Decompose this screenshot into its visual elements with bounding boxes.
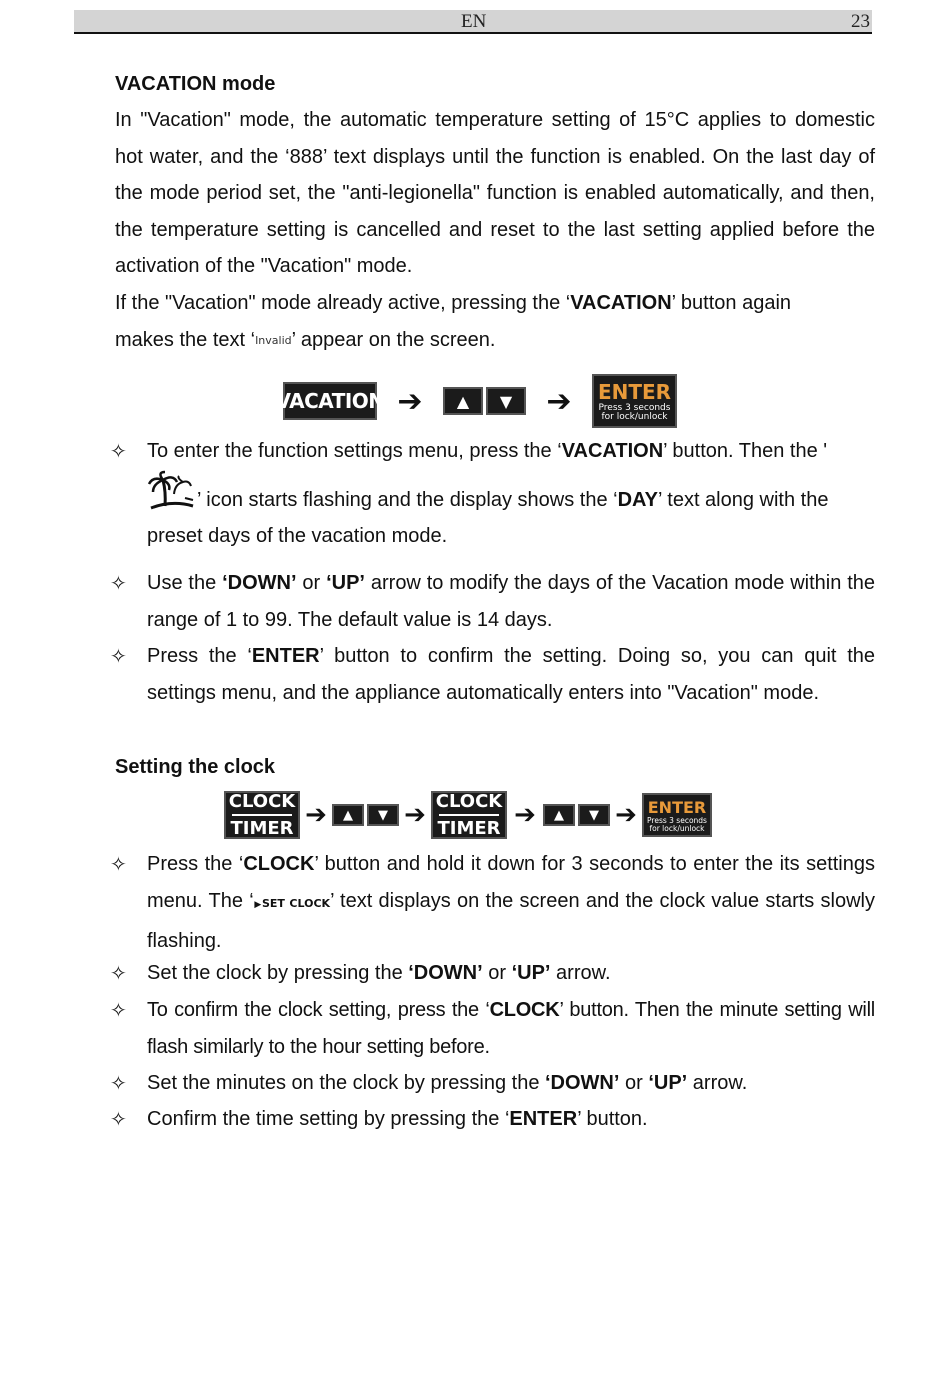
arrow-icon: ➔ [615, 800, 637, 830]
timer-label: TIMER [437, 818, 501, 839]
bullet-icon: ✧ [110, 439, 127, 463]
vacation-button-sequence [275, 374, 677, 428]
text-span: Set the minutes on the clock by pressing the [147, 1072, 545, 1094]
down-keyword: ‘DOWN’ [222, 572, 297, 594]
bullet-text [147, 433, 875, 555]
timer-label: TIMER [230, 818, 294, 839]
down-button: ▼ [486, 387, 526, 415]
text-span: ’ button. Then the minute setting will flash similarly to the hour setting before. [147, 999, 875, 1058]
enter-keyword: ENTER [509, 1108, 578, 1130]
bullet-icon: ✧ [110, 1071, 127, 1095]
down-keyword: ‘DOWN’ [545, 1072, 620, 1094]
up-keyword: ‘UP’ [511, 962, 551, 984]
bullet-text [147, 955, 875, 992]
invalid-text: Invalid [255, 333, 292, 347]
clock-button-sequence [224, 791, 712, 839]
vacation-button: VACATION [283, 382, 377, 420]
text-span: To confirm the clock setting, press the ‘ [147, 999, 490, 1021]
bullet-icon: ✧ [110, 961, 127, 985]
up-down-buttons [332, 804, 399, 826]
down-button: ▼ [578, 804, 610, 826]
up-down-buttons [543, 804, 610, 826]
up-button: ▲ [332, 804, 364, 826]
bullet-icon: ✧ [110, 852, 127, 876]
text-span: ’ icon starts flashing and the display shows the ‘ [197, 488, 618, 511]
bullet-text [147, 1101, 875, 1138]
bullet-text [147, 1065, 875, 1102]
clock-label: CLOCK [228, 791, 296, 812]
text-span: or [482, 962, 512, 984]
vacation-heading: VACATION mode [115, 73, 276, 95]
header-language: EN [461, 11, 487, 32]
arrow-icon: ➔ [305, 800, 327, 830]
clock-timer-button [224, 791, 300, 839]
vacation-bullet-1 [110, 433, 875, 555]
enter-sub-label-2: for lock/unlock [649, 823, 705, 833]
text-span: To enter the function settings menu, press the ‘ [147, 440, 562, 462]
bullet-text [147, 992, 875, 1065]
clock-heading: Setting the clock [115, 756, 276, 778]
text-span: ’ button. Then the ' [663, 440, 828, 462]
enter-label: ENTER [647, 797, 707, 817]
bullet-icon: ✧ [110, 998, 127, 1022]
arrow-icon: ➔ [514, 800, 536, 830]
text-span: ’ text displays on the screen and the clock value starts slowly flashing. [147, 889, 875, 953]
vacation-keyword: VACATION [561, 440, 664, 462]
text-span: ’ button to confirm the setting. Doing so, you can quit the settings menu, and the appliance automatically enters into "Vacation" mode. [147, 645, 876, 704]
enter-sub-label-1: Press 3 seconds [598, 402, 671, 413]
set-clock-display-icon: ▶SET CLOCK [253, 896, 331, 910]
invalid-display-icon [255, 323, 292, 360]
arrow-icon: ➔ [397, 383, 423, 419]
enter-sub-label-1: Press 3 seconds [647, 815, 707, 825]
vacation-bullet-2 [110, 565, 875, 638]
text-span: Confirm the time setting by pressing the ‘ [147, 1108, 510, 1130]
clock-timer-button [431, 791, 507, 839]
text-span: ’ button and hold it down for 3 seconds to enter the its settings menu. The ‘ [147, 853, 875, 912]
vacation-paragraph-1: In "Vacation" mode, the automatic temperature setting of 15°C applies to domestic hot water, and the ‘888’ text displays until the function is enabled. On the last day of the mode period set, the "anti-legionella" function is enabled automatically, and then, the temperature setting is cancelled and reset to the last setting applied before the activation of the "Vacation" mode. [115, 109, 875, 278]
enter-label: ENTER [597, 379, 672, 404]
text-span: arrow. [550, 962, 611, 984]
up-keyword: ‘UP’ [326, 572, 365, 594]
bullet-icon: ✧ [110, 644, 127, 668]
vacation-section [115, 66, 875, 359]
text-span: ’ text along with the preset days of the vacation mode. [147, 488, 829, 548]
bullet-icon: ✧ [110, 571, 127, 595]
vacation-keyword: VACATION [570, 291, 672, 314]
enter-sub-label-2: for lock/unlock [601, 412, 668, 422]
day-display-icon: DAY [617, 488, 658, 511]
bullet-icon: ✧ [110, 1107, 127, 1131]
divider [439, 814, 499, 816]
clock-bullet-5 [110, 1101, 875, 1138]
text-span: ’ button again [671, 291, 792, 314]
text-span: or [296, 572, 327, 594]
text-span: Press the ‘ [147, 645, 252, 667]
text-span: makes the text ‘ [115, 328, 256, 351]
clock-keyword: CLOCK [489, 999, 560, 1021]
text-span: arrow. [687, 1072, 748, 1094]
text-span: Use the [147, 572, 223, 594]
up-keyword: ‘UP’ [648, 1072, 688, 1094]
arrow-icon: ➔ [546, 383, 572, 419]
enter-button [592, 374, 677, 428]
clock-keyword: CLOCK [243, 853, 315, 875]
text-span: ’ button. [577, 1108, 648, 1130]
up-button: ▲ [443, 387, 483, 415]
clock-bullet-3 [110, 992, 875, 1065]
clock-label: CLOCK [435, 791, 503, 812]
down-button: ▼ [367, 804, 399, 826]
arrow-icon: ➔ [404, 800, 426, 830]
set-clock-text: SET CLOCK [261, 896, 331, 910]
text-span: arrow to modify the days of the Vacation mode within the range of 1 to 99. The default value is 14 days. [147, 572, 876, 631]
clock-bullet-1 [110, 846, 875, 960]
enter-keyword: ENTER [251, 645, 320, 667]
text-span: ’ appear on the screen. [291, 328, 496, 351]
page-header [74, 10, 872, 34]
text-span: If the "Vacation" mode already active, pressing the ‘ [115, 291, 571, 314]
clock-bullet-4 [110, 1065, 875, 1102]
down-keyword: ‘DOWN’ [408, 962, 483, 984]
bullet-text [147, 565, 875, 638]
divider [232, 814, 292, 816]
text-span: Set the clock by pressing the [147, 962, 409, 984]
text-span: or [619, 1072, 649, 1094]
bullet-text [147, 638, 875, 711]
vacation-paragraph-2 [115, 285, 875, 359]
page-number: 23 [851, 11, 870, 32]
up-down-buttons [443, 387, 526, 415]
enter-button [642, 793, 712, 837]
vacation-bullet-3 [110, 638, 875, 711]
clock-bullet-2 [110, 955, 875, 992]
up-button: ▲ [543, 804, 575, 826]
bullet-text [147, 846, 875, 960]
palm-tree-icon [147, 470, 197, 512]
text-span: Press the ‘ [147, 853, 244, 875]
